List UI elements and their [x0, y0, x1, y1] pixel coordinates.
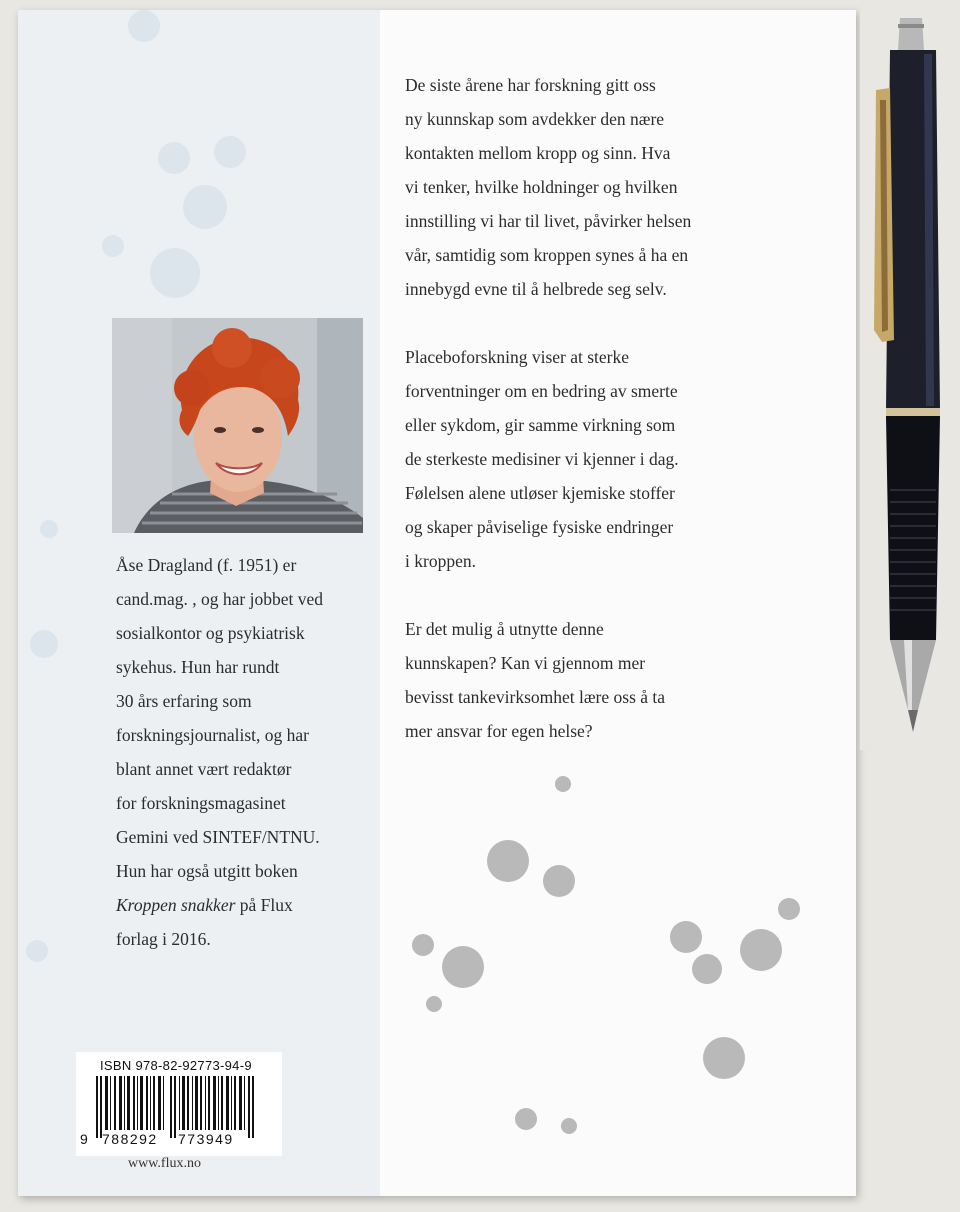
bio-line: forskningsjournalist, og har [116, 725, 309, 745]
bio-line: Åse Dragland (f. 1951) er [116, 555, 297, 575]
description-paragraph-2: Placeboforskning viser at sterke forventninger om en bedring av smerte eller sykdom, gir samme virkning som de sterkeste medisiner vi kjenner i dag. Følelsen alene utløser kjemiske stoffer og skaper påviselige fysiske endringer i kroppen. [405, 347, 679, 571]
bio-line: blant annet vært redaktør [116, 759, 292, 779]
bio-line: Gemini ved SINTEF/NTNU. [116, 827, 320, 847]
bio-line: sosialkontor og psykiatrisk [116, 623, 305, 643]
bio-line: sykehus. Hun har rundt [116, 657, 280, 677]
description-paragraph-3: Er det mulig å utnytte denne kunnskapen? Kan vi gjennom mer bevisst tankevirksomhet lære oss å ta mer ansvar for egen helse? [405, 619, 666, 741]
bio-line: cand.mag. , og har jobbet ved [116, 589, 324, 609]
pen-icon [860, 10, 950, 750]
barcode-icon [78, 1076, 278, 1148]
bio-line: Hun har også utgitt boken [116, 861, 298, 881]
bio-line-book [116, 888, 376, 922]
isbn-number: ISBN 978-82-92773-94-9 [100, 1058, 252, 1073]
barcode-right-digits: 773949 [178, 1131, 234, 1147]
bio-line: for forskningsmagasinet [116, 793, 286, 813]
back-cover-description [405, 68, 795, 782]
barcode-first-digit: 9 [80, 1131, 88, 1147]
author-photo [112, 318, 363, 533]
barcode-left-digits: 788292 [102, 1131, 158, 1147]
book-title: Kroppen snakker [116, 895, 236, 915]
bio-line: forlag i 2016. [116, 929, 211, 949]
publisher-url: www.flux.no [128, 1156, 201, 1171]
description-paragraph-1: De siste årene har forskning gitt oss ny kunnskap som avdekker den nære kontakten mellom kropp og sinn. Hva vi tenker, hvilke holdninger og hvilken innstilling vi har til livet, påvirker helsen vår, samtidig som kroppen synes å ha en innebygd evne til å helbrede seg selv. [405, 75, 692, 299]
bio-publisher-text: på Flux [235, 895, 293, 915]
author-bio [116, 548, 376, 956]
bio-line: 30 års erfaring som [116, 691, 252, 711]
